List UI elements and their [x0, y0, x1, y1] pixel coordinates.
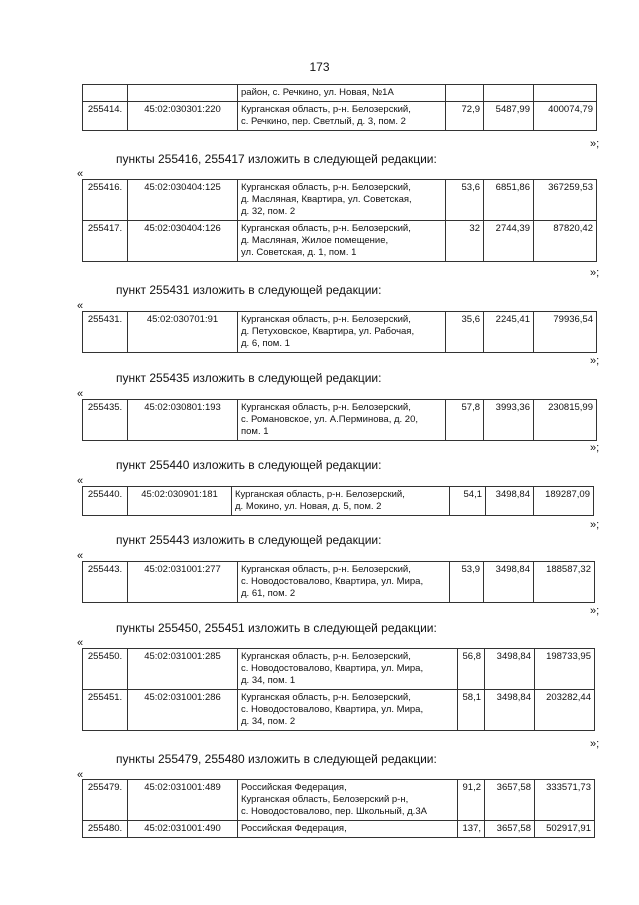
- address-line: д. Масляная, Жилое помещение,: [241, 235, 389, 246]
- item-number-cell: 255479.: [83, 780, 128, 821]
- cadastral-number-cell: [128, 85, 238, 102]
- cadastral-number-cell: 45:02:031001:489: [128, 780, 238, 821]
- opening-quote: «: [77, 168, 84, 180]
- amendment-instruction: пункт 255435 изложить в следующей редакции:: [116, 371, 382, 385]
- address-cell: [238, 85, 446, 102]
- area-cell: 56,8: [458, 649, 485, 690]
- total-cell: 400074,79: [534, 102, 597, 131]
- area-cell: 72,9: [446, 102, 484, 131]
- address-cell: [232, 487, 450, 516]
- price-cell: 3657,58: [485, 821, 535, 838]
- table-row: [83, 649, 595, 690]
- table-row: [83, 312, 597, 353]
- address-cell: [238, 102, 446, 131]
- total-cell: 198733,95: [535, 649, 595, 690]
- total-cell: 87820,42: [534, 221, 597, 262]
- total-cell: 189287,09: [534, 487, 594, 516]
- price-cell: 6851,86: [484, 180, 534, 221]
- address-line: д. 61, пом. 2: [241, 588, 296, 599]
- address-line: Курганская область, р-н. Белозерский,: [241, 692, 411, 703]
- price-cell: 3498,84: [486, 487, 534, 516]
- address-line: Курганская область, р-н. Белозерский,: [241, 402, 411, 413]
- table-row: [83, 102, 597, 131]
- item-number-cell: 255417.: [83, 221, 128, 262]
- amendment-instruction: пункт 255431 изложить в следующей редакции:: [116, 283, 382, 297]
- property-table: [82, 399, 597, 441]
- table-row: [83, 487, 594, 516]
- address-line: Курганская область, р-н. Белозерский,: [241, 651, 411, 662]
- item-number-cell: [83, 85, 128, 102]
- address-line: Курганская область, р-н. Белозерский,: [241, 104, 411, 115]
- property-table: [82, 779, 595, 838]
- total-cell: 333571,73: [535, 780, 595, 821]
- address-cell: [238, 400, 446, 441]
- address-line: с. Новодостовалово, Квартира, ул. Мира,: [241, 704, 424, 715]
- address-line: д. Масляная, Квартира, ул. Советская,: [241, 194, 412, 205]
- property-table: [82, 84, 597, 131]
- price-cell: 3657,58: [485, 780, 535, 821]
- cadastral-number-cell: 45:02:031001:286: [128, 690, 238, 731]
- address-line: Курганская область, р-н. Белозерский,: [235, 489, 405, 500]
- price-cell: [484, 85, 534, 102]
- item-number-cell: 255440.: [83, 487, 128, 516]
- address-line: д. 34, пом. 1: [241, 675, 296, 686]
- area-cell: [446, 85, 484, 102]
- address-cell: [238, 180, 446, 221]
- price-cell: 2744,39: [484, 221, 534, 262]
- price-cell: 3993,36: [484, 400, 534, 441]
- area-cell: 54,1: [450, 487, 486, 516]
- item-number-cell: 255480.: [83, 821, 128, 838]
- item-number-cell: 255451.: [83, 690, 128, 731]
- address-line: д. 32, пом. 2: [241, 206, 296, 217]
- cadastral-number-cell: 45:02:031001:490: [128, 821, 238, 838]
- total-cell: 79936,54: [534, 312, 597, 353]
- address-cell: [238, 690, 458, 731]
- price-cell: 3498,84: [484, 562, 534, 603]
- amendment-instruction: пункт 255443 изложить в следующей редакции:: [116, 533, 382, 547]
- address-cell: [238, 562, 450, 603]
- amendment-instruction: пункт 255440 изложить в следующей редакции:: [116, 458, 382, 472]
- address-line: с. Новодостовалово, пер. Школьный, д.3А: [241, 806, 427, 817]
- address-line: с. Речкино, пер. Светлый, д. 3, пом. 2: [241, 116, 406, 127]
- address-line: Курганская область, р-н. Белозерский,: [241, 564, 411, 575]
- property-table: [82, 486, 594, 516]
- closing-quote: »;: [590, 442, 600, 454]
- price-cell: 5487,99: [484, 102, 534, 131]
- area-cell: 35,6: [446, 312, 484, 353]
- address-cell: [238, 649, 458, 690]
- address-line: с. Новодостовалово, Квартира, ул. Мира,: [241, 663, 424, 674]
- address-line: с. Новодостовалово, Квартира, ул. Мира,: [241, 576, 424, 587]
- address-line: Курганская область, Белозерский р-н,: [241, 794, 409, 805]
- table-row: [83, 821, 595, 838]
- table-row: [83, 690, 595, 731]
- price-cell: 2245,41: [484, 312, 534, 353]
- property-table: [82, 561, 595, 603]
- item-number-cell: 255416.: [83, 180, 128, 221]
- address-line: пом. 1: [241, 426, 269, 437]
- price-cell: 3498,84: [485, 690, 535, 731]
- area-cell: 53,9: [450, 562, 484, 603]
- address-line: д. Мокино, ул. Новая, д. 5, пом. 2: [235, 501, 382, 512]
- area-cell: 53,6: [446, 180, 484, 221]
- table-row: [83, 780, 595, 821]
- cadastral-number-cell: 45:02:030301:220: [128, 102, 238, 131]
- opening-quote: «: [77, 300, 84, 312]
- address-line: д. Петуховское, Квартира, ул. Рабочая,: [241, 326, 415, 337]
- cadastral-number-cell: 45:02:030901:181: [128, 487, 232, 516]
- total-cell: 230815,99: [534, 400, 597, 441]
- cadastral-number-cell: 45:02:030801:193: [128, 400, 238, 441]
- closing-quote: »;: [590, 267, 600, 279]
- total-cell: 367259,53: [534, 180, 597, 221]
- cadastral-number-cell: 45:02:031001:285: [128, 649, 238, 690]
- closing-quote: »;: [590, 738, 600, 750]
- area-cell: 137,: [458, 821, 485, 838]
- item-number-cell: 255435.: [83, 400, 128, 441]
- cadastral-number-cell: 45:02:030701:91: [128, 312, 238, 353]
- table-row: [83, 85, 597, 102]
- cadastral-number-cell: 45:02:031001:277: [128, 562, 238, 603]
- table-row: [83, 180, 597, 221]
- address-line: район, с. Речкино, ул. Новая, №1А: [241, 87, 394, 98]
- closing-quote: »;: [590, 138, 600, 150]
- address-line: Курганская область, р-н. Белозерский,: [241, 314, 411, 325]
- cadastral-number-cell: 45:02:030404:126: [128, 221, 238, 262]
- table-row: [83, 400, 597, 441]
- address-line: Курганская область, р-н. Белозерский,: [241, 182, 411, 193]
- item-number-cell: 255443.: [83, 562, 128, 603]
- address-cell: [238, 821, 458, 838]
- address-line: д. 34, пом. 2: [241, 716, 296, 727]
- total-cell: [534, 85, 597, 102]
- item-number-cell: 255414.: [83, 102, 128, 131]
- opening-quote: «: [77, 475, 84, 487]
- address-cell: [238, 780, 458, 821]
- amendment-instruction: пункты 255479, 255480 изложить в следующей редакции:: [116, 752, 437, 766]
- address-line: Российская Федерация,: [241, 782, 347, 793]
- opening-quote: «: [77, 388, 84, 400]
- address-line: Курганская область, р-н. Белозерский,: [241, 223, 411, 234]
- table-row: [83, 221, 597, 262]
- opening-quote: «: [77, 637, 84, 649]
- total-cell: 502917,91: [535, 821, 595, 838]
- area-cell: 58,1: [458, 690, 485, 731]
- cadastral-number-cell: 45:02:030404:125: [128, 180, 238, 221]
- table-row: [83, 562, 595, 603]
- property-table: [82, 311, 597, 353]
- property-table: [82, 179, 597, 262]
- closing-quote: »;: [590, 519, 600, 531]
- closing-quote: »;: [590, 355, 600, 367]
- area-cell: 32: [446, 221, 484, 262]
- opening-quote: «: [77, 550, 84, 562]
- amendment-instruction: пункты 255416, 255417 изложить в следующей редакции:: [116, 152, 437, 166]
- item-number-cell: 255431.: [83, 312, 128, 353]
- address-cell: [238, 312, 446, 353]
- address-line: Российская Федерация,: [241, 823, 347, 834]
- address-line: с. Романовское, ул. А.Перминова, д. 20,: [241, 414, 419, 425]
- address-cell: [238, 221, 446, 262]
- amendment-instruction: пункты 255450, 255451 изложить в следующей редакции:: [116, 621, 437, 635]
- closing-quote: »;: [590, 605, 600, 617]
- total-cell: 188587,32: [534, 562, 595, 603]
- area-cell: 91,2: [458, 780, 485, 821]
- price-cell: 3498,84: [485, 649, 535, 690]
- opening-quote: «: [77, 769, 84, 781]
- total-cell: 203282,44: [535, 690, 595, 731]
- address-line: д. 6, пом. 1: [241, 338, 290, 349]
- property-table: [82, 648, 595, 731]
- page-number: 173: [309, 60, 330, 74]
- address-line: ул. Советская, д. 1, пом. 1: [241, 247, 357, 258]
- area-cell: 57,8: [446, 400, 484, 441]
- item-number-cell: 255450.: [83, 649, 128, 690]
